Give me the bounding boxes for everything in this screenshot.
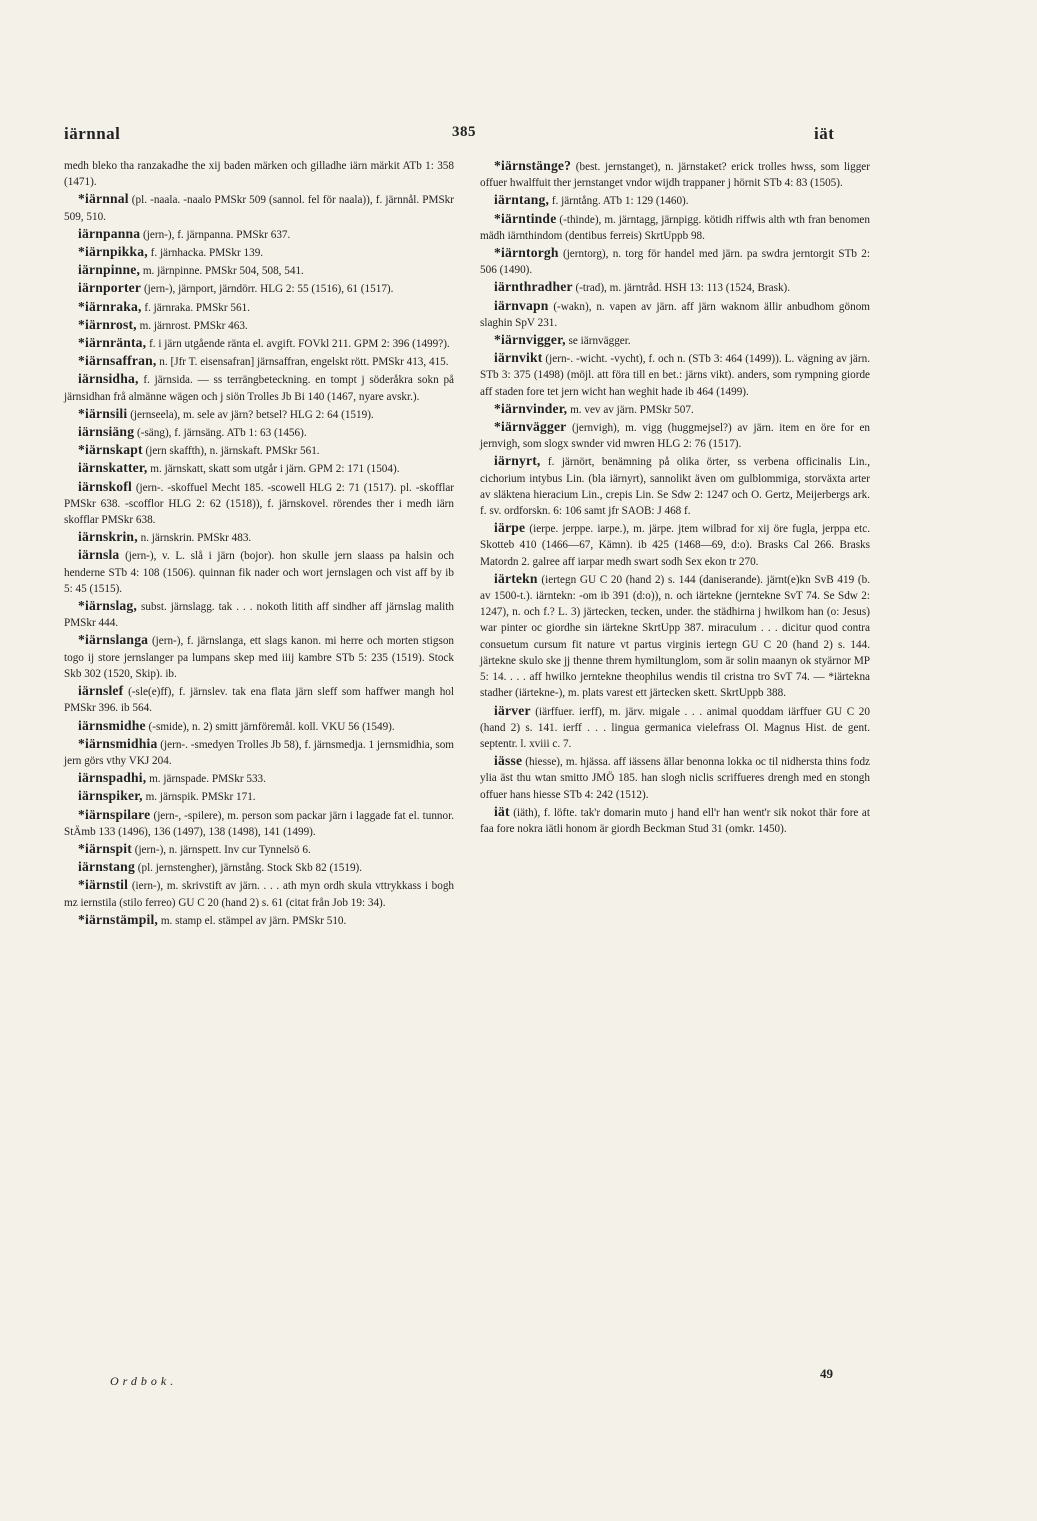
dictionary-entry xyxy=(480,279,870,296)
dictionary-entry xyxy=(480,753,870,803)
dictionary-entry xyxy=(480,520,870,570)
entry-headword: iärnpinne, xyxy=(78,262,141,278)
dictionary-entry xyxy=(480,245,870,278)
dictionary-entry xyxy=(64,770,454,787)
dictionary-entry xyxy=(64,632,454,682)
dictionary-entry xyxy=(64,158,454,190)
entry-headword: iärtekn xyxy=(494,570,538,586)
entry-headword: *iärnsaffran, xyxy=(78,353,157,369)
entry-text: m. vev av järn. PMSkr 507. xyxy=(570,403,694,416)
dictionary-entry xyxy=(64,460,454,477)
entry-headword: *iärnstänge? xyxy=(494,158,572,173)
dictionary-entry xyxy=(64,598,454,631)
entry-headword: iärnsidha, xyxy=(78,371,139,387)
dictionary-entry xyxy=(64,406,454,423)
entry-text: (jern-, -spilere), m. person som packar järn i laggade fat el. tunnor. StÄmb 133 (1496), 136 (1497), 138 (1498), 141 (1499). xyxy=(64,809,455,838)
entry-text: m. järnpinne. PMSkr 504, 508, 541. xyxy=(142,265,304,278)
dictionary-entry xyxy=(64,226,454,243)
dictionary-entry xyxy=(64,424,454,441)
entry-text: (jernseela), m. sele av järn? betsel? HLG 2: 64 (1519). xyxy=(130,408,374,421)
dictionary-entry xyxy=(64,736,454,769)
dictionary-entry xyxy=(64,859,454,876)
dictionary-entry xyxy=(64,191,454,224)
dictionary-entry xyxy=(480,298,870,331)
dictionary-entry xyxy=(64,877,454,910)
entry-text: (jern-), v. L. slå i järn (bojor). hon skulle jern slaass pa halsin och henderne STb 4: 108 (1506). quinnan fik nader och wort jernslagen och vist aff by ib 5: 45 (1515). xyxy=(64,550,455,595)
entry-headword: iärnyrt, xyxy=(494,453,541,469)
entry-headword: *iärnraka, xyxy=(78,298,142,314)
entry-headword: *iärnskapt xyxy=(78,442,143,458)
entry-headword: *iärnstämpil, xyxy=(78,911,159,927)
entry-headword: *iärnspit xyxy=(78,840,132,856)
entry-headword: *iärntorgh xyxy=(494,245,559,261)
entry-headword: *iärnsmidhia xyxy=(78,735,158,751)
dictionary-entry xyxy=(480,401,870,418)
dictionary-entry xyxy=(64,262,454,279)
entry-text: (iern-), m. skrivstift av järn. . . . ath myn ordh skula vttrykkass i bogh mz iernstila (stilo ferreo) GU C 20 (hand 2) s. 61 (citat från Job 19: 34). xyxy=(64,880,455,909)
dictionary-entry xyxy=(64,442,454,459)
entry-text: (jern skaffth), n. järnskaft. PMSkr 561. xyxy=(145,445,320,458)
entry-headword: *iärnslanga xyxy=(78,632,149,648)
entry-headword: *iärnnal xyxy=(78,191,129,207)
entry-headword: iärver xyxy=(494,702,531,718)
entry-text: f. i järn utgående ränta el. avgift. FOVkl 211. GPM 2: 396 (1499?). xyxy=(149,338,450,351)
entry-text: (-thinde), m. järntagg, järnpigg. kötidh riffwis alth wth fran benomen mädh iärnthindom (dentibus ferreis) SkrtUppb 98. xyxy=(480,213,870,242)
entry-headword: iärnsiäng xyxy=(78,424,135,440)
dictionary-entry xyxy=(480,703,870,753)
entry-text: (jern-. -wicht. -vycht), f. och n. (STb 3: 464 (1499)). L. vägning av järn. STb 3: 375 (1498) (möjl. att föra till en bet.: järns vikt). anders, som rympning giorde aff staden fore tet jern wicht han weghit hade ib 464 (1499). xyxy=(480,353,870,398)
entry-text: se iärnvägger. xyxy=(568,335,631,348)
entry-headword: iärnslef xyxy=(78,683,124,699)
dictionary-entry xyxy=(64,807,454,840)
entry-headword: iärnpanna xyxy=(78,225,141,241)
entry-headword: iät xyxy=(494,803,510,819)
dictionary-entry xyxy=(64,683,454,716)
entry-headword: *iärnvinder, xyxy=(494,400,568,416)
entry-headword: *iärnpikka, xyxy=(78,244,148,260)
dictionary-entry xyxy=(480,804,870,837)
entry-text: subst. järnslagg. tak . . . nokoth litith aff sindher aff järnslag malith PMSkr 444. xyxy=(64,601,454,630)
entry-headword: iärnspiker, xyxy=(78,788,143,804)
entry-text: (-sle(e)ff), f. järnslev. tak ena flata järn sleff som haffwer mangh hol PMSkr 396. ib 564. xyxy=(64,686,454,715)
page-number: 385 xyxy=(452,124,476,140)
footer-signature-text: Ordbok. xyxy=(110,1374,178,1388)
dictionary-entry xyxy=(480,350,870,400)
entry-text: f. järnraka. PMSkr 561. xyxy=(144,301,251,314)
dictionary-entry xyxy=(64,317,454,334)
sheet-signature: 49 xyxy=(820,1366,833,1381)
entry-headword: iärpe xyxy=(494,520,526,536)
entry-text: (jern-), n. järnspett. Inv cur Tynnelsö 6. xyxy=(134,843,311,856)
entry-text: (iärffuer. ierff), m. järv. migale . . . animal quoddam iärffuer GU C 20 (hand 2) s. 141. ierff . . . lingua germanica vielefrass Ol. Magnus Hist. de gent. septentr. l. xviii c. 7. xyxy=(480,705,870,750)
entry-text: f. järnsida. — ss terrängbeteckning. en tompt j söderåkra sokn på järnsidhan frå almänne wägen och j siön Trolles Jb Bi 140 (1467, nyare avskr.). xyxy=(64,374,455,403)
dictionary-entry xyxy=(480,419,870,452)
entry-text: f. järnhacka. PMSkr 139. xyxy=(150,247,264,260)
dictionary-entry xyxy=(480,158,870,191)
entry-headword: *iärnränta, xyxy=(78,335,147,351)
dictionary-entry xyxy=(64,280,454,297)
entry-text: (jern-), f. järnpanna. PMSkr 637. xyxy=(143,228,291,241)
entry-headword: *iärnvigger, xyxy=(494,332,566,348)
entry-headword: *iärnrost, xyxy=(78,316,137,332)
entry-text: n. [Jfr T. eisensafran] järnsaffran, engelskt rött. PMSkr 413, 415. xyxy=(159,356,449,369)
dictionary-entry xyxy=(64,547,454,597)
entry-headword: iärnspadhi, xyxy=(78,770,147,786)
entry-headword: iärnvikt xyxy=(494,350,543,366)
left-column xyxy=(64,158,454,930)
dictionary-entry xyxy=(64,718,454,735)
dictionary-entry xyxy=(480,453,870,519)
running-head-right: iät xyxy=(814,124,835,143)
entry-headword: iärnskatter, xyxy=(78,460,148,476)
running-head-left: iärnnal xyxy=(64,124,121,143)
entry-text: m. järnskatt, skatt som utgår i järn. GPM 2: 171 (1504). xyxy=(150,463,400,476)
dictionary-entry xyxy=(480,192,870,209)
entry-headword: iärnskofl xyxy=(78,478,132,494)
dictionary-entry xyxy=(480,211,870,244)
dictionary-entry xyxy=(480,571,870,702)
dictionary-entry xyxy=(64,841,454,858)
entry-headword: iärnskrin, xyxy=(78,529,138,545)
entry-text: (iäth), f. löfte. tak'r domarin muto j hand ell'r han went'r sik nokot thär fore at faa fore nokra iätli honom är giordh Beckman Stud 31 (omkr. 1450). xyxy=(480,806,870,835)
right-column xyxy=(480,158,870,838)
entry-text: m. järnrost. PMSkr 463. xyxy=(139,319,248,332)
entry-text: (jern-. -skoffuel Mecht 185. -scowell HLG 2: 71 (1517). pl. -skofflar PMSkr 638. -scofflor HLG 2: 62 (1518)), f. järnskovel. rörendes ther i medh iärn skofflar PMSkr 638. xyxy=(64,481,455,527)
dictionary-entry xyxy=(64,353,454,370)
entry-text: (hiesse), m. hjässa. aff iässens ällar benonna lokka oc til nidhersta thins fodz ylia äst thu wtan smitto JMÖ 185. han slogh niclis scriffueres drengh med en stongh offuer hans hiesse STb 4: 242 (1512). xyxy=(480,756,871,801)
entry-headword: *iärnspilare xyxy=(78,806,151,822)
entry-headword: *iärntinde xyxy=(494,210,557,226)
entry-text: (-trad), m. järntråd. HSH 13: 113 (1524, Brask). xyxy=(575,282,791,295)
entry-text: (pl. jernstengher), järnstång. Stock Skb 82 (1519). xyxy=(137,862,363,875)
entry-headword: *iärnvägger xyxy=(494,419,567,435)
entry-headword: iässe xyxy=(494,753,523,769)
entry-text: (ierpe. jerppe. iarpe.), m. järpe. jtem wilbrad for xij öre fugla, jerppa etc. Skotteb 410 (1466—67, Kämn). ib 425 (1468—69, d:o). Brasks Cal 266. Brasks Matordn 2. galree aff iarpar medh swart sodh Sex ekon tr 270. xyxy=(480,523,871,568)
entry-headword: iärnvapn xyxy=(494,297,549,313)
entry-text: m. stamp el. stämpel av järn. PMSkr 510. xyxy=(160,914,347,927)
entry-text: (-säng), f. järnsäng. ATb 1: 63 (1456). xyxy=(137,427,307,440)
dictionary-entry xyxy=(480,332,870,349)
entry-text: (-wakn), n. vapen av järn. aff järn waknom ällir anbudhom gönom slaghin SpV 231. xyxy=(480,300,870,329)
dictionary-entry xyxy=(64,299,454,316)
entry-text: (jern-), järnport, järndörr. HLG 2: 55 (1516), 61 (1517). xyxy=(143,283,394,296)
entry-text: (jernvigh), m. vigg (huggmejsel?) av järn. item en öre for en jernvigh, som slogx swnder vid mwren HLG 2: 76 (1517). xyxy=(480,422,871,451)
entry-text: f. järntång. ATb 1: 129 (1460). xyxy=(551,195,689,208)
entry-text: f. järnört, benämning på olika örter, ss verbena officinalis Lin., cichorium intybus Lin. (bla iärnyrt), sannolikt även om gulblommiga, storväxta arter av släktena hieracium Lin., crepis Lin. Se Sdw 2: 1247 och O. Gertz, Meijerbergs ark. f. sv. ordforskn. 6: 106 samt jfr SAOB: J 468 f. xyxy=(480,456,871,518)
entry-headword: *iärnslag, xyxy=(78,598,138,614)
entry-headword: iärnporter xyxy=(78,280,142,296)
entry-text: (iertegn GU C 20 (hand 2) s. 144 (daniserande). järnt(e)kn SvB 419 (b. av 1500-t.). iärntekn: -om ib 391 (d:o)), n. och iärtekne (jerntekne SvT 74. Se Sdw 2: 1247), n. och f.? L. 3) järtecken, tecken, under. the städhirna j hwilkom han (o: Jesus) war pinter oc giordhe sin iärtekne SkrtUpp 387. miraculum . . . dicitur quod contra consuetum cursum fit nature vt partus virginis iertegn GU C 20 (hand 2) s. 144. järtekne skulo ske jj thenne threm hymiltunglom, som är solin maanyn ok styärnor MP 5: 14. . . . aff hwilko jerntekne theophilus wendis til cristna tro SvT 74. — *iärtekna stadher (iärtekne-), m. plats varest ett järtecken skett. SkrtUppb 388. xyxy=(480,573,870,700)
dictionary-entry xyxy=(64,335,454,352)
entry-headword: iärnthradher xyxy=(494,279,573,295)
dictionary-entry xyxy=(64,912,454,929)
entry-text: (jerntorg), n. torg för handel med järn. pa swdra jerntorgit STb 2: 506 (1490). xyxy=(480,248,871,277)
entry-text: m. järnspade. PMSkr 533. xyxy=(149,773,266,786)
entry-headword: *iärnstil xyxy=(78,877,129,893)
dictionary-entry xyxy=(64,529,454,546)
dictionary-entry xyxy=(64,788,454,805)
dictionary-entry xyxy=(64,479,454,529)
entry-headword: iärnsmidhe xyxy=(78,717,146,733)
entry-text: (jern-), f. järnslanga, ett slags kanon. mi herre och morten stigson togo ij store jernslanger pa lumpans skep med iiij kambre STb 5: 235 (1519). Stock Skb 302 (1520, Skip). ib. xyxy=(64,635,455,680)
entry-text: m. järnspik. PMSkr 171. xyxy=(145,791,256,804)
dictionary-entry xyxy=(64,244,454,261)
entry-text: (-smide), n. 2) smitt järnföremål. koll. VKU 56 (1549). xyxy=(148,720,395,733)
entry-text: (pl. -naala. -naalo PMSkr 509 (sannol. fel för naala)), f. järnnål. PMSkr 509, 510. xyxy=(64,194,455,223)
entry-headword: iärnsla xyxy=(78,547,120,563)
dictionary-entry xyxy=(64,371,454,404)
entry-headword: *iärnsili xyxy=(78,405,128,421)
entry-text: (jern-. -smedyen Trolles Jb 58), f. järnsmedja. 1 jernsmidhia, som jern görs vthy VKJ 204. xyxy=(64,738,454,767)
entry-text: medh bleko tha ranzakadhe the xij baden märken och gilladhe iärn märkit ATb 1: 358 (1471). xyxy=(64,160,454,189)
entry-text: (best. jernstanget), n. järnstaket? erick trolles hwss, som ligger offuer hwalffuit ther jernstanget vndor wijdh trappaner j hörnit STb 4: 83 (1505). xyxy=(480,161,870,190)
entry-headword: iärntang, xyxy=(494,192,550,208)
entry-headword: iärnstang xyxy=(78,859,135,875)
entry-text: n. järnskrin. PMSkr 483. xyxy=(140,532,252,545)
